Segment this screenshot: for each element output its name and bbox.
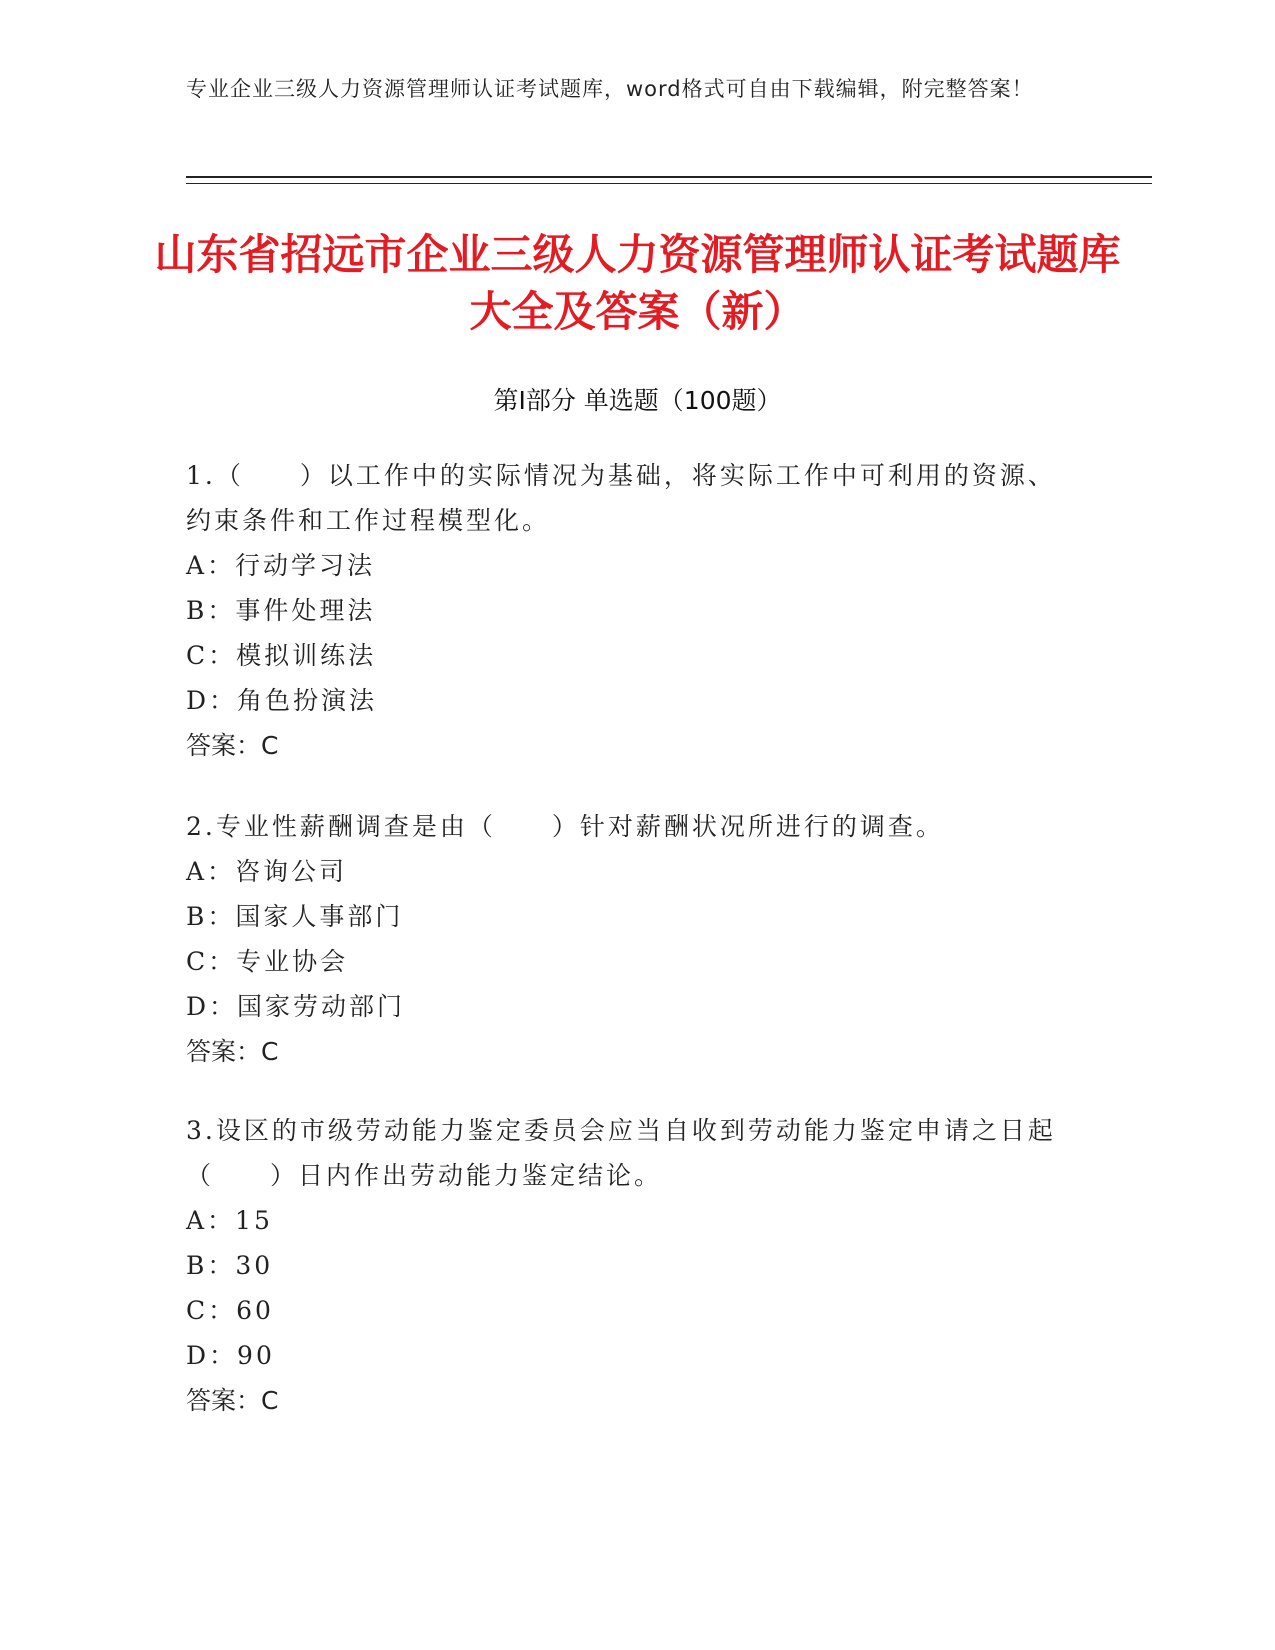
option-a: A：咨询公司 — [186, 857, 348, 886]
answer: 答案：C — [186, 1386, 279, 1415]
option-c: C：模拟训练法 — [186, 641, 377, 670]
question-3 — [186, 1108, 1066, 1423]
header-note: 专业企业三级人力资源管理师认证考试题库，word格式可自由下载编辑，附完整答案！ — [186, 77, 1034, 101]
option-c: C：专业协会 — [186, 947, 349, 976]
question-stem: 2.专业性薪酬调查是由（ ）针对薪酬状况所进行的调查。 — [186, 812, 944, 841]
option-a: A：15 — [186, 1206, 273, 1235]
question-2 — [186, 804, 1066, 1074]
option-d: D：角色扮演法 — [186, 686, 378, 715]
option-b: B：事件处理法 — [186, 596, 376, 625]
header-rule-thick — [186, 176, 1152, 178]
section-title: 第Ⅰ部分 单选题（100题） — [493, 386, 782, 415]
question-stem: 1.（ ）以工作中的实际情况为基础，将实际工作中可利用的资源、约束条件和工作过程模型化。 — [186, 461, 1056, 535]
answer: 答案：C — [186, 731, 279, 760]
option-c: C：60 — [186, 1296, 274, 1325]
answer: 答案：C — [186, 1037, 279, 1066]
option-d: D：90 — [186, 1341, 275, 1370]
document-title: 山东省招远市企业三级人力资源管理师认证考试题库大全及答案（新） — [154, 230, 1121, 336]
option-b: B：国家人事部门 — [186, 902, 404, 931]
question-stem: 3.设区的市级劳动能力鉴定委员会应当自收到劳动能力鉴定申请之日起（ ）日内作出劳动能力鉴定结论。 — [186, 1116, 1056, 1190]
header-rule-thin — [186, 183, 1152, 184]
option-a: A：行动学习法 — [186, 551, 376, 580]
option-b: B：30 — [186, 1251, 274, 1280]
question-1 — [186, 453, 1066, 768]
option-d: D：国家劳动部门 — [186, 992, 406, 1021]
